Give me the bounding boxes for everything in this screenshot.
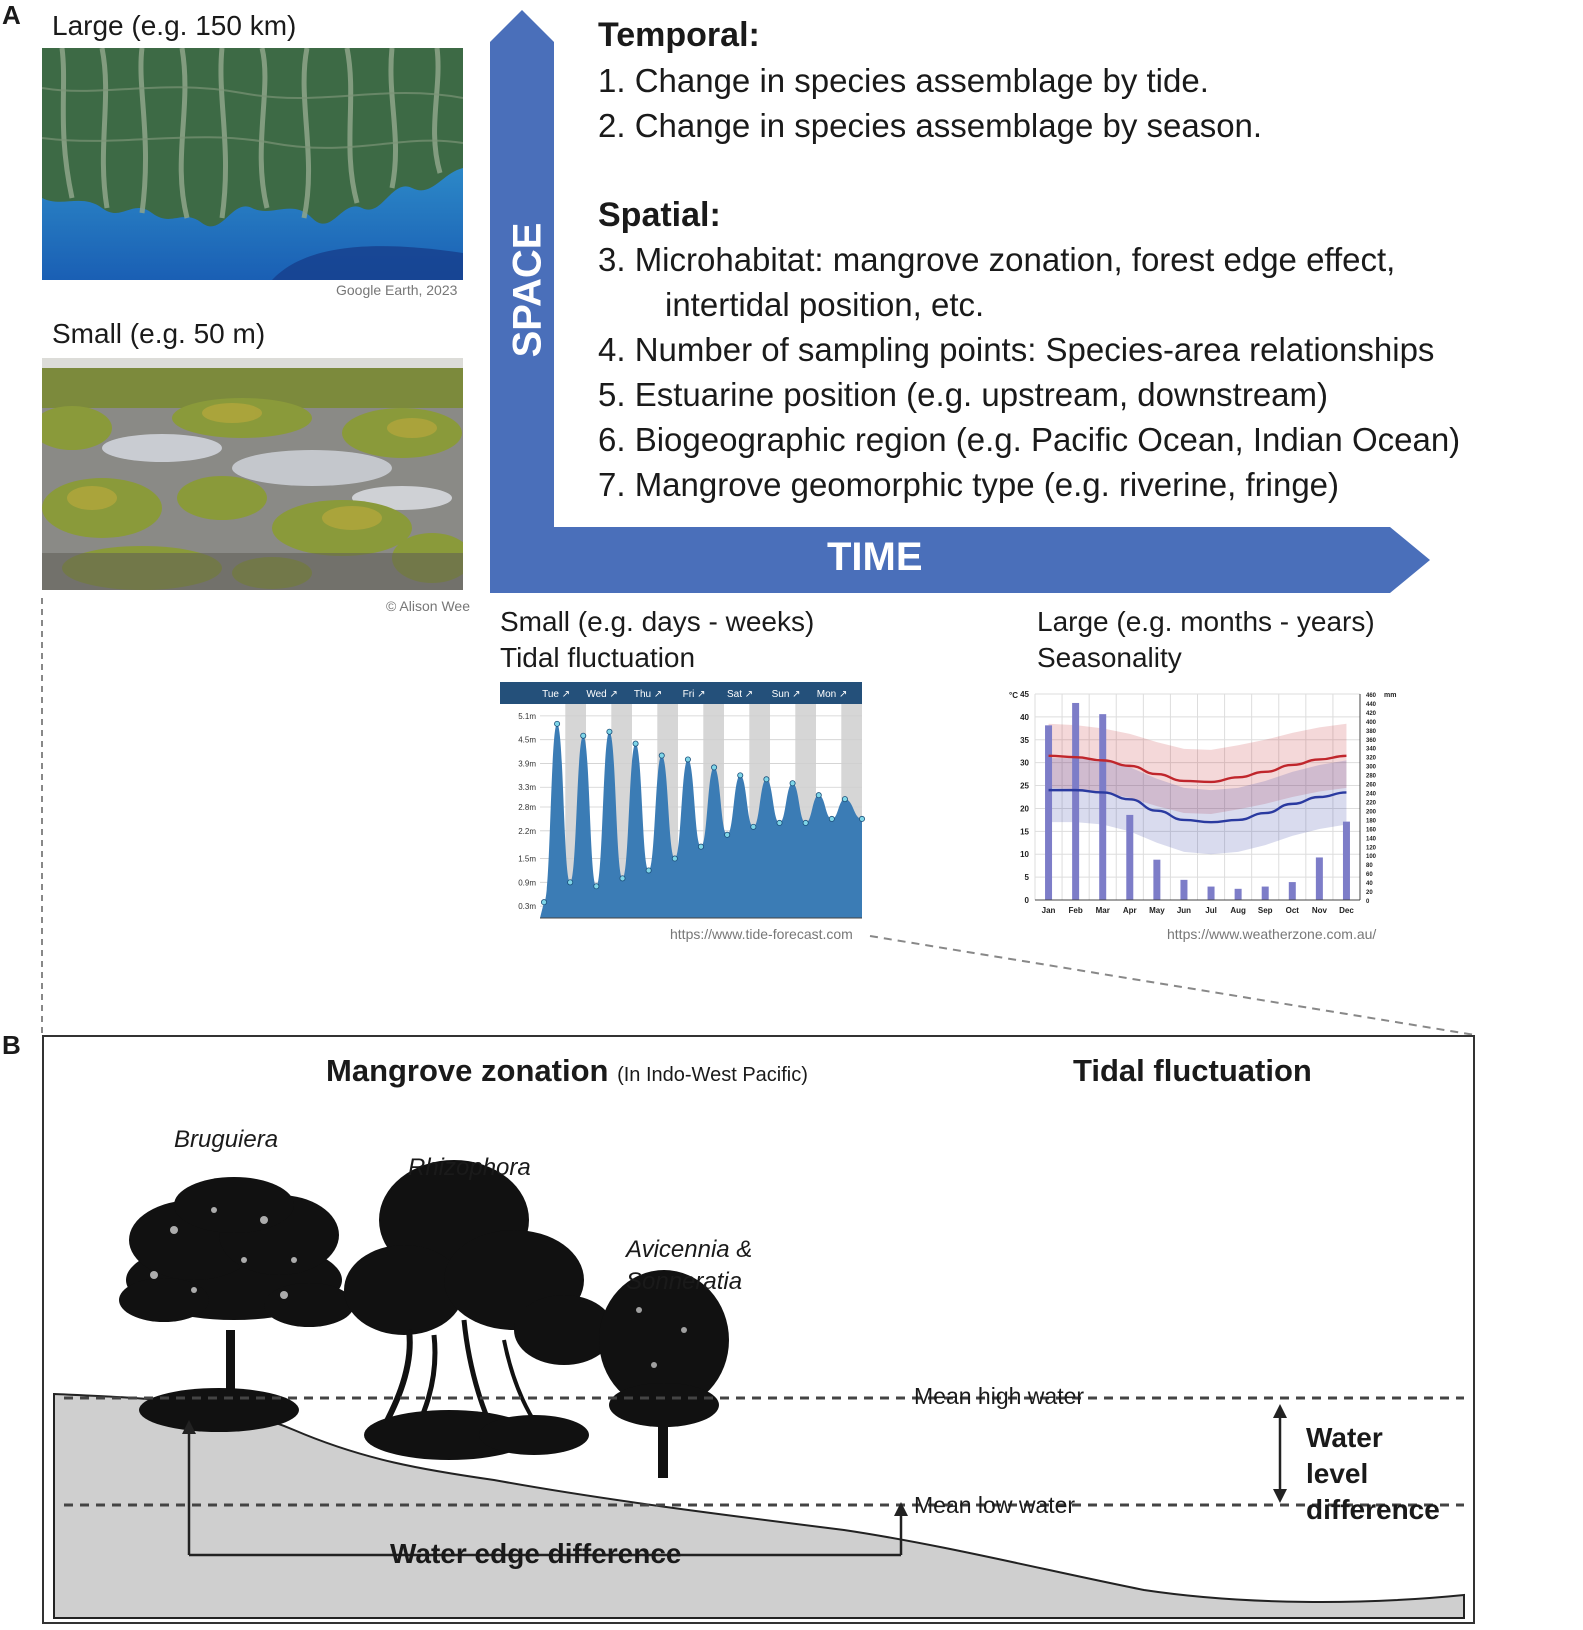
rhizophora-tree bbox=[344, 1160, 614, 1460]
zonation-title-text: Mangrove zonation bbox=[326, 1053, 609, 1088]
climate-temp-tick: 20 bbox=[1020, 804, 1029, 814]
climate-rain-unit: mm bbox=[1384, 692, 1397, 699]
tide-y-tick-label: 4.5m bbox=[518, 735, 536, 745]
spatial-item-5: 5. Estuarine position (e.g. upstream, downstream) bbox=[598, 376, 1329, 413]
tide-y-tick-label: 0.9m bbox=[518, 878, 536, 888]
climate-rain-tick: 140 bbox=[1366, 836, 1377, 843]
climate-temp-tick: 40 bbox=[1020, 712, 1029, 722]
tide-y-tick-label: 2.2m bbox=[518, 826, 536, 836]
small-scale-caption: Small (e.g. 50 m) bbox=[52, 318, 266, 349]
tide-y-tick-label: 3.3m bbox=[518, 783, 536, 793]
climate-rain-tick: 0 bbox=[1366, 899, 1370, 905]
temporal-item-2: 2. Change in species assemblage by season. bbox=[598, 107, 1263, 144]
tide-forecast-credit: https://www.tide-forecast.com bbox=[670, 926, 853, 942]
climate-rain-tick: 160 bbox=[1366, 827, 1377, 834]
climate-month-label: Sep bbox=[1257, 906, 1273, 915]
avicennia-sonneratia-tree bbox=[599, 1270, 729, 1478]
climate-rain-tick: 400 bbox=[1366, 719, 1377, 726]
space-axis-label: SPACE bbox=[505, 222, 550, 358]
climate-month-label: Oct bbox=[1285, 906, 1299, 915]
climate-month-label: May bbox=[1149, 906, 1165, 915]
climate-rain-tick: 260 bbox=[1366, 782, 1377, 789]
climate-rain-tick: 20 bbox=[1366, 890, 1373, 897]
large-scale-caption: Large (e.g. 150 km) bbox=[52, 10, 297, 41]
climate-month-label: Feb bbox=[1068, 906, 1083, 915]
climate-temp-tick: 5 bbox=[1024, 873, 1029, 883]
climate-rain-tick: 280 bbox=[1366, 773, 1377, 780]
spatial-item-4: 4. Number of sampling points: Species-area relationships bbox=[598, 331, 1435, 368]
climate-rain-tick: 100 bbox=[1366, 854, 1377, 861]
climate-temp-tick: 10 bbox=[1020, 850, 1029, 860]
spatial-item-7: 7. Mangrove geomorphic type (e.g. riverine, fringe) bbox=[598, 466, 1340, 503]
zonation-subtitle: (In Indo-West Pacific) bbox=[617, 1064, 808, 1086]
spatial-item-3: 3. Microhabitat: mangrove zonation, forest edge effect, bbox=[598, 241, 1396, 278]
weatherzone-credit: https://www.weatherzone.com.au/ bbox=[1167, 926, 1377, 942]
tide-y-tick-label: 2.8m bbox=[518, 803, 536, 813]
tide-y-tick-label: 0.3m bbox=[518, 902, 536, 912]
tide-y-tick-label: 1.5m bbox=[518, 854, 536, 864]
bruguiera-tree bbox=[119, 1177, 354, 1432]
climate-month-label: Aug bbox=[1230, 906, 1246, 915]
mean-low-water-label: Mean low water bbox=[914, 1492, 1076, 1518]
alison-wee-credit: © Alison Wee bbox=[386, 598, 470, 614]
climate-month-label: Dec bbox=[1339, 906, 1354, 915]
zonation-title bbox=[326, 1053, 808, 1089]
climate-temp-tick: 0 bbox=[1024, 896, 1029, 905]
spatial-item-6: 6. Biogeographic region (e.g. Pacific Ocean, Indian Ocean) bbox=[598, 421, 1461, 458]
climate-rain-tick: 420 bbox=[1366, 710, 1377, 717]
water-level-arrowhead-down bbox=[1273, 1489, 1287, 1503]
climate-month-label: Jan bbox=[1041, 906, 1056, 915]
tide-day-label: Fri ↗ bbox=[682, 689, 706, 700]
climate-temp-tick: 15 bbox=[1020, 827, 1029, 837]
tide-day-label: Sun ↗ bbox=[771, 689, 801, 700]
tide-y-tick-label: 5.1m bbox=[518, 711, 536, 721]
tide-day-label: Wed ↗ bbox=[586, 689, 618, 700]
water-level-arrowhead-up bbox=[1273, 1404, 1287, 1418]
climate-rain-tick: 180 bbox=[1366, 818, 1377, 825]
water-edge-difference-label: Water edge difference bbox=[390, 1538, 682, 1569]
climate-rain-tick: 460 bbox=[1366, 693, 1377, 699]
small-time-caption: Small (e.g. days - weeks) bbox=[500, 606, 815, 637]
sonneratia-label: Sonneratia bbox=[626, 1268, 743, 1295]
climate-rain-tick: 320 bbox=[1366, 755, 1377, 762]
climate-rain-tick: 120 bbox=[1366, 845, 1377, 852]
tide-day-label: Thu ↗ bbox=[633, 689, 663, 700]
tidal-fluctuation-caption: Tidal fluctuation bbox=[500, 642, 696, 673]
climate-rain-tick: 360 bbox=[1366, 737, 1377, 744]
seasonality-caption: Seasonality bbox=[1037, 642, 1182, 673]
zonation-diagram bbox=[44, 1100, 1474, 1620]
tide-day-label: Tue ↗ bbox=[542, 689, 571, 700]
tide-day-label: Mon ↗ bbox=[816, 689, 848, 700]
temporal-heading: Temporal: bbox=[598, 16, 760, 54]
mean-high-water-label: Mean high water bbox=[914, 1383, 1085, 1409]
rhizophora-label: Rhizophora bbox=[408, 1154, 531, 1181]
water-level-label-3: difference bbox=[1306, 1494, 1440, 1525]
spatial-heading: Spatial: bbox=[598, 196, 721, 234]
climate-rain-tick: 340 bbox=[1366, 746, 1377, 753]
tide-y-tick-label: 3.9m bbox=[518, 759, 536, 769]
google-earth-credit: Google Earth, 2023 bbox=[336, 282, 458, 298]
climate-temp-tick: 30 bbox=[1020, 758, 1029, 768]
climate-rain-tick: 200 bbox=[1366, 809, 1377, 816]
tide-day-label: Sat ↗ bbox=[727, 689, 754, 700]
climate-temp-tick: 45 bbox=[1020, 690, 1029, 699]
tidal-fluctuation-title: Tidal fluctuation bbox=[1073, 1053, 1312, 1088]
avicennia-label: Avicennia & bbox=[626, 1236, 753, 1263]
climate-rain-tick: 240 bbox=[1366, 791, 1377, 798]
bruguiera-label: Bruguiera bbox=[174, 1126, 279, 1153]
climate-rain-tick: 380 bbox=[1366, 728, 1377, 735]
time-axis-label: TIME bbox=[827, 535, 923, 579]
climate-rain-tick: 440 bbox=[1366, 701, 1377, 708]
spatial-item-3-cont: intertidal position, etc. bbox=[665, 286, 985, 323]
panel-b-letter: B bbox=[2, 1030, 21, 1060]
climate-temp-tick: 25 bbox=[1020, 781, 1029, 791]
climate-month-label: Jun bbox=[1176, 906, 1192, 915]
panel-a-letter: A bbox=[2, 0, 21, 30]
water-level-label-2: level bbox=[1306, 1458, 1369, 1489]
climate-rain-tick: 60 bbox=[1366, 872, 1373, 879]
climate-month-label: Nov bbox=[1311, 906, 1327, 915]
climate-temp-unit: °C bbox=[1009, 691, 1018, 700]
climate-rain-tick: 80 bbox=[1366, 863, 1373, 870]
large-time-caption: Large (e.g. months - years) bbox=[1037, 606, 1375, 637]
climate-rain-tick: 220 bbox=[1366, 800, 1377, 807]
water-level-label-1: Water bbox=[1306, 1422, 1383, 1453]
climate-month-label: Jul bbox=[1205, 906, 1217, 915]
climate-rain-tick: 40 bbox=[1366, 881, 1373, 888]
temporal-item-1: 1. Change in species assemblage by tide. bbox=[598, 62, 1209, 99]
climate-temp-tick: 35 bbox=[1020, 735, 1029, 745]
climate-month-label: Apr bbox=[1122, 906, 1137, 915]
climate-rain-tick: 300 bbox=[1366, 764, 1377, 771]
climate-month-label: Mar bbox=[1095, 906, 1110, 915]
